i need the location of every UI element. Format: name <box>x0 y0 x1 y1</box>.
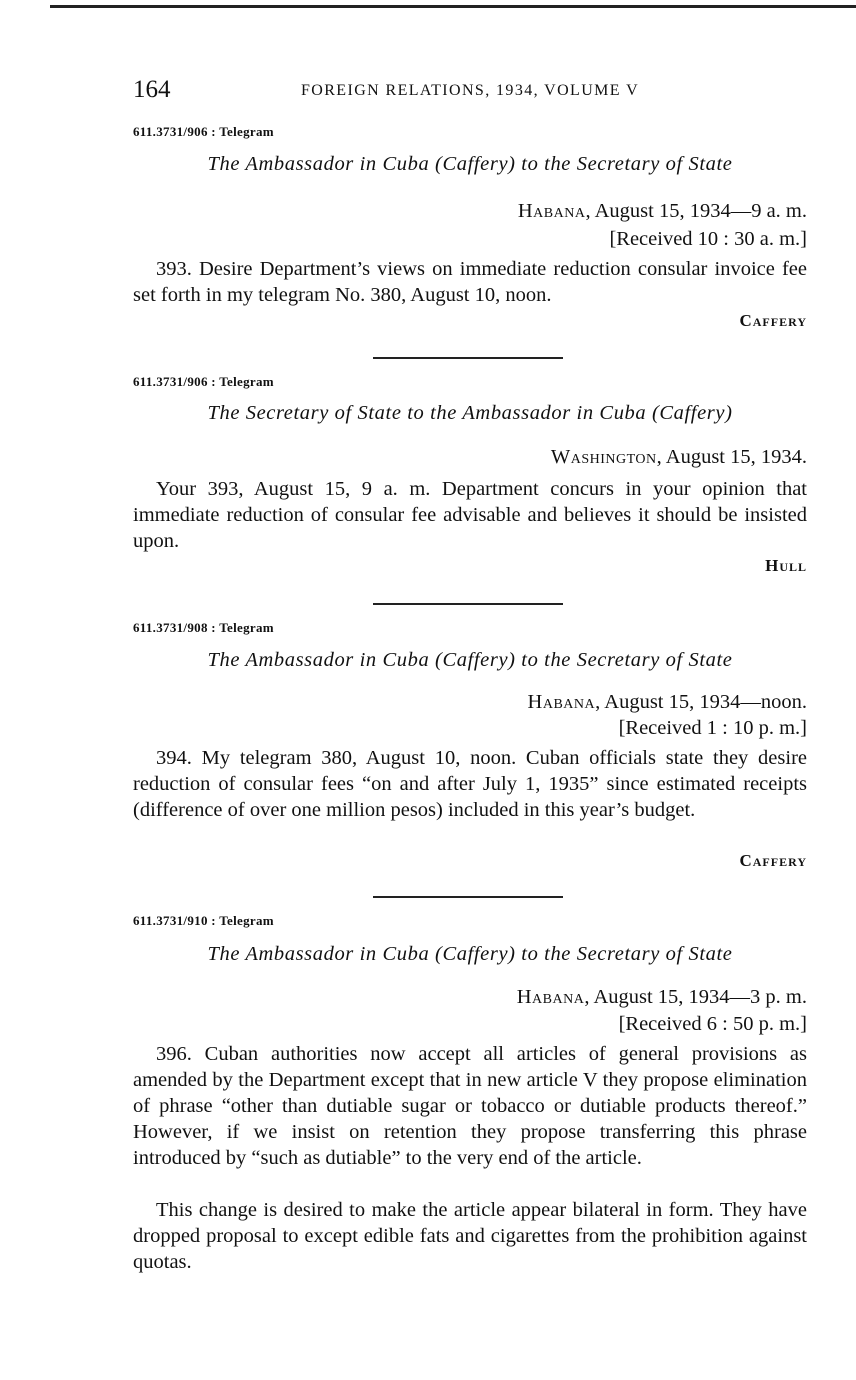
file-number: 611.3731/910 : Telegram <box>133 913 274 928</box>
dateline-place: Habana <box>517 200 586 222</box>
dateline <box>133 200 807 223</box>
received-note: [Received 10 : 30 a. m.] <box>609 228 807 250</box>
dateline-date: , August 15, 1934. <box>656 446 807 468</box>
dateline-place: Washington <box>550 446 657 468</box>
document-title: The Ambassador in Cuba (Caffery) to the Secretary of State <box>207 649 733 671</box>
page-number: 164 <box>133 76 171 103</box>
paragraph: 394. My telegram 380, August 10, noon. Cuban officials state they desire reduction of consular fees “on and after July 1, 1935” since estimated receipts (difference of over one million pesos) included in this year’s budget. <box>133 747 807 821</box>
received-note: [Received 6 : 50 p. m.] <box>618 1013 807 1035</box>
section-divider <box>373 357 563 359</box>
paragraph: This change is desired to make the article appear bilateral in form. They have dropped proposal to except edible fats and cigarettes from the prohibition against quotas. <box>133 1199 807 1273</box>
section-divider <box>373 603 563 605</box>
signature: Hull <box>765 556 807 575</box>
paragraph: 396. Cuban authorities now accept all articles of general provisions as amended by the Department except that in new article V they propose elimination of phrase “other than dutiable sugar or tobacco or dutiable products thereof.” However, if we insist on retention they propose transferring this phrase introduced by “such as dutiable” to the very end of the article. <box>133 1043 807 1169</box>
document-title: The Ambassador in Cuba (Caffery) to the Secretary of State <box>207 943 733 965</box>
section-divider <box>373 896 563 898</box>
received-note: [Received 1 : 10 p. m.] <box>618 717 807 739</box>
signature: Caffery <box>739 851 807 870</box>
top-border-rule <box>50 5 856 8</box>
signature: Caffery <box>739 311 807 330</box>
dateline-date: , August 15, 1934—3 p. m. <box>584 986 807 1008</box>
dateline <box>133 446 807 469</box>
dateline <box>133 986 807 1009</box>
dateline-place: Habana <box>527 691 596 713</box>
dateline-date: , August 15, 1934—noon. <box>595 691 807 713</box>
paragraph: Your 393, August 15, 9 a. m. Department concurs in your opinion that immediate reduction of consular fee advisable and believes it should be insisted upon. <box>133 478 807 552</box>
dateline <box>133 691 807 714</box>
file-number: 611.3731/906 : Telegram <box>133 124 274 139</box>
running-title: FOREIGN RELATIONS, 1934, VOLUME V <box>300 82 640 99</box>
document-title: The Ambassador in Cuba (Caffery) to the Secretary of State <box>207 153 733 175</box>
dateline-place: Habana <box>516 986 585 1008</box>
paragraph: 393. Desire Department’s views on immediate reduction consular invoice fee set forth in my telegram No. 380, August 10, noon. <box>133 258 807 306</box>
document-title: The Secretary of State to the Ambassador in Cuba (Caffery) <box>207 402 733 424</box>
dateline-date: , August 15, 1934—9 a. m. <box>585 200 807 222</box>
file-number: 611.3731/906 : Telegram <box>133 374 274 389</box>
file-number: 611.3731/908 : Telegram <box>133 620 274 635</box>
